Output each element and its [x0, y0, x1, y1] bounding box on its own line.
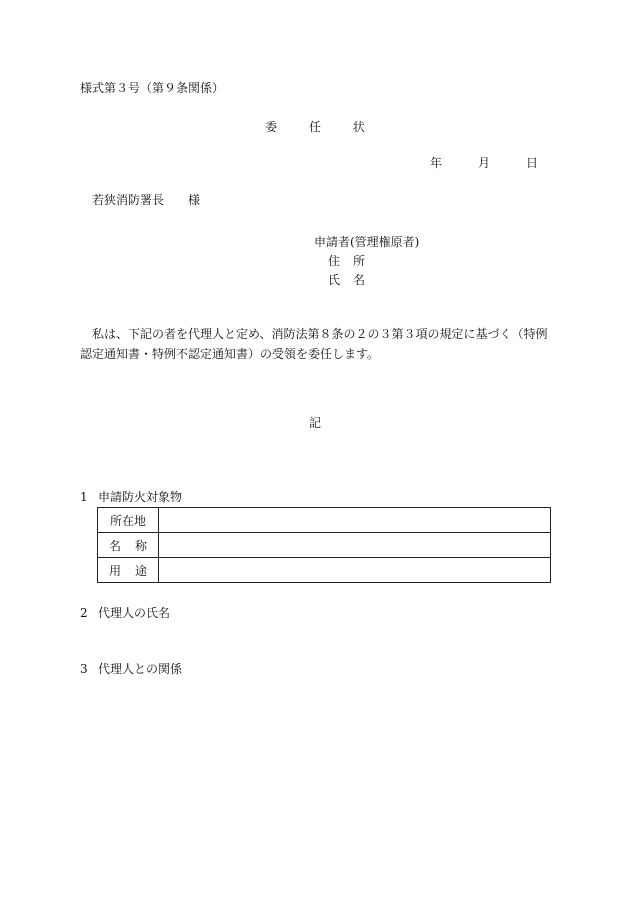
usage-label	[98, 558, 159, 583]
target-building-table	[97, 507, 551, 583]
body-paragraph: 私は、下記の者を代理人と定め、消防法第８条の２の３第３項の規定に基づく（特例認定通知書・特例不認定通知書）の受領を委任します。	[80, 327, 548, 361]
section-1-number: 1	[80, 490, 88, 504]
section-1-label: 申請防火対象物	[98, 490, 183, 504]
building-name-label-char-2: 称	[135, 538, 148, 553]
location-label: 所在地	[98, 508, 159, 533]
addressee-name: 若狭消防署長	[92, 193, 165, 207]
ki-heading: 記	[308, 416, 321, 430]
table-row	[98, 558, 551, 583]
applicant-name-label	[314, 271, 419, 290]
date-line	[430, 157, 538, 169]
section-2-label: 代理人の氏名	[98, 606, 171, 620]
usage-label-char-2: 途	[135, 563, 148, 578]
address-label-char-1: 住	[328, 254, 342, 268]
building-name-label	[98, 533, 159, 558]
applicant-block	[314, 233, 419, 290]
month-label: 月	[477, 156, 490, 170]
section-3-heading	[80, 663, 182, 675]
address-label-char-2: 所	[353, 254, 367, 268]
building-name-label-char-1: 名	[108, 538, 121, 553]
form-number: 様式第３号（第９条関係）	[80, 81, 225, 95]
year-label: 年	[429, 156, 442, 170]
section-2-number: 2	[80, 606, 88, 620]
usage-label-char-1: 用	[108, 563, 121, 578]
document-title: 委 任 状	[265, 120, 379, 134]
section-3-label: 代理人との関係	[98, 662, 183, 676]
section-2-heading	[80, 607, 170, 619]
applicant-address-label	[314, 252, 419, 271]
section-3-number: 3	[80, 662, 88, 676]
addressee	[92, 194, 200, 206]
location-field[interactable]	[159, 508, 551, 533]
addressee-honorific: 様	[188, 193, 201, 207]
day-label: 日	[525, 156, 538, 170]
name-label-char-2: 名	[353, 273, 367, 287]
table-row	[98, 508, 551, 533]
applicant-heading: 申請者(管理権原者)	[314, 235, 420, 249]
section-1-heading	[80, 491, 182, 503]
name-label-char-1: 氏	[328, 273, 342, 287]
usage-field[interactable]	[159, 558, 551, 583]
table-row	[98, 533, 551, 558]
building-name-field[interactable]	[159, 533, 551, 558]
